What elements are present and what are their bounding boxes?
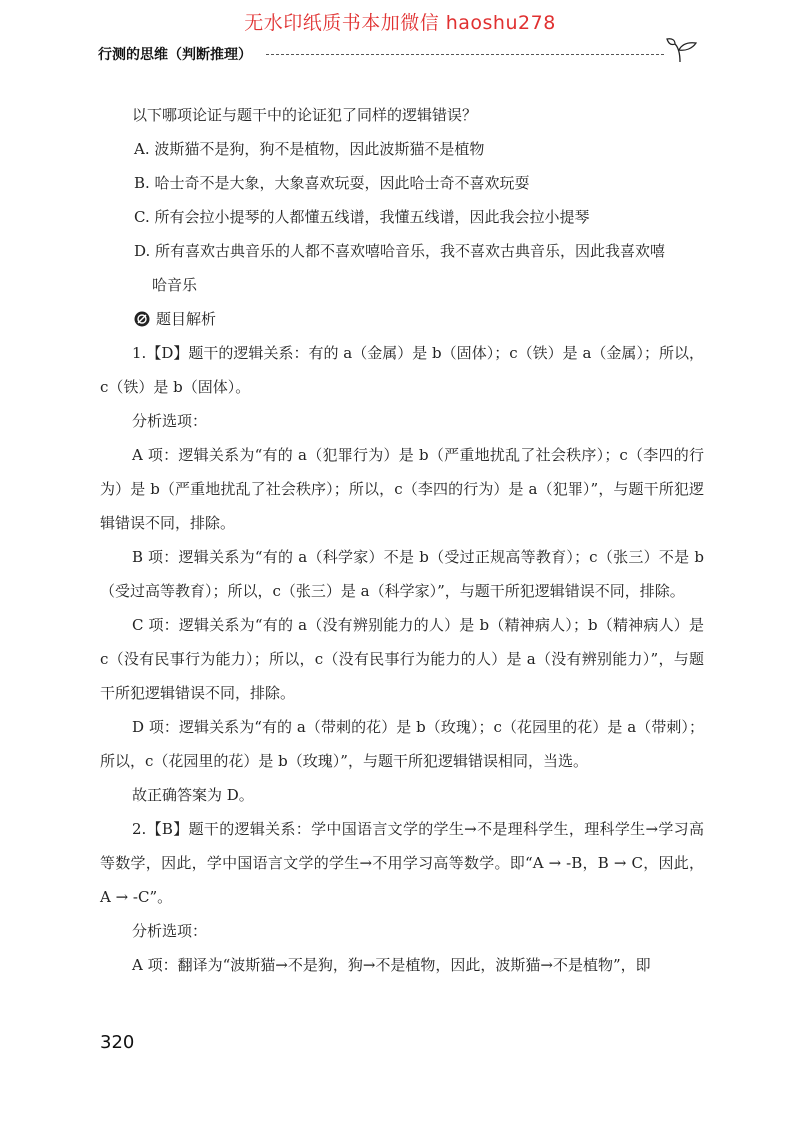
option-a: A. 波斯猫不是狗，狗不是植物，因此波斯猫不是植物 bbox=[134, 140, 485, 158]
watermark-text: 无水印纸质书本加微信 haoshu278 bbox=[244, 12, 556, 34]
analysis-options-label-2: 分析选项： bbox=[132, 922, 208, 940]
header-title: 行测的思维（判断推理） bbox=[98, 47, 252, 63]
analysis-option-a: A 项：逻辑关系为“有的 a（犯罪行为）是 b（严重地扰乱了社会秩序）；c（李四的行为）是 b（严重地扰乱了社会秩序）；所以，c（李四的行为）是 a（犯罪）”，与题干所犯逻辑错误不同，排除。 bbox=[100, 446, 704, 532]
analysis-option-b: B 项：逻辑关系为“有的 a（科学家）不是 b（受过正规高等教育）；c（张三）不是 b（受过高等教育）；所以，c（张三）是 a（科学家）”，与题干所犯逻辑错误不同，排除。 bbox=[100, 548, 704, 600]
analysis-option-d: D 项：逻辑关系为“有的 a（带刺的花）是 b（玫瑰）；c（花园里的花）是 a（带刺）；所以，c（花园里的花）是 b（玫瑰）”，与题干所犯逻辑错误相同，当选。 bbox=[100, 718, 704, 770]
page-body bbox=[100, 98, 704, 982]
analysis-option-c: C 项：逻辑关系为“有的 a（没有辨别能力的人）是 b（精神病人）；b（精神病人）是 c（没有民事行为能力）；所以，c（没有民事行为能力的人）是 a（没有辨别能力）”，与题干所犯逻辑错误不同，排除。 bbox=[100, 616, 704, 702]
section-heading bbox=[100, 302, 704, 336]
running-header bbox=[98, 40, 698, 66]
analysis-options-label: 分析选项： bbox=[132, 412, 208, 430]
option-b: B. 哈士奇不是大象，大象喜欢玩耍，因此哈士奇不喜欢玩耍 bbox=[134, 174, 530, 192]
question-stem: 以下哪项论证与题干中的论证犯了同样的逻辑错误？ bbox=[132, 106, 478, 124]
analysis-2: 2.【B】题干的逻辑关系：学中国语言文学的学生→不是理科学生，理科学生→学习高等数学，因此，学中国语言文学的学生→不用学习高等数学。即“A → -B，B → C，因此，A → -C”。 bbox=[100, 820, 704, 906]
answer-conclusion: 故正确答案为 D。 bbox=[132, 786, 254, 804]
target-icon bbox=[134, 311, 150, 327]
option-d-continued: 哈音乐 bbox=[152, 276, 198, 294]
page-number: 320 bbox=[100, 1032, 135, 1053]
analysis-2-option-a: A 项：翻译为“波斯猫→不是狗，狗→不是植物，因此，波斯猫→不是植物”，即 bbox=[132, 956, 651, 974]
sprout-icon bbox=[666, 36, 698, 64]
header-divider bbox=[266, 54, 664, 55]
option-d: D. 所有喜欢古典音乐的人都不喜欢嘻哈音乐，我不喜欢古典音乐，因此我喜欢嘻 bbox=[134, 242, 666, 260]
option-c: C. 所有会拉小提琴的人都懂五线谱，我懂五线谱，因此我会拉小提琴 bbox=[134, 208, 590, 226]
section-title: 题目解析 bbox=[156, 310, 217, 328]
analysis-1: 1.【D】题干的逻辑关系：有的 a（金属）是 b（固体）；c（铁）是 a（金属）；所以，c（铁）是 b（固体）。 bbox=[100, 344, 704, 396]
